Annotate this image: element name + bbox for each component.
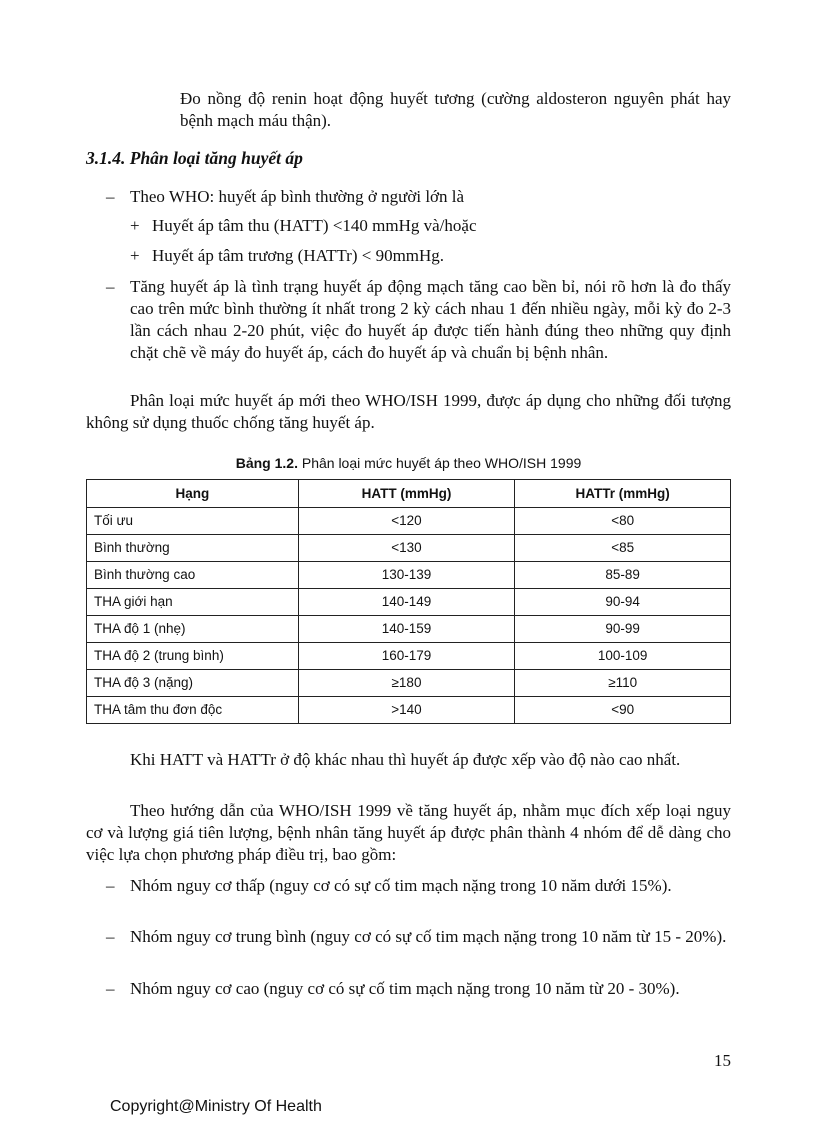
table-row — [87, 643, 731, 670]
section-heading: 3.1.4. Phân loại tăng huyết áp — [86, 148, 303, 168]
dash-marker: – — [106, 277, 115, 296]
cell-grade: THA tâm thu đơn độc — [87, 697, 299, 724]
header-systolic: HATT (mmHg) — [298, 480, 515, 508]
bp-classification-table — [86, 479, 731, 724]
table-row — [87, 616, 731, 643]
cell-systolic: 140-159 — [298, 616, 515, 643]
paragraph-guidance: Theo hướng dẫn của WHO/ISH 1999 về tăng huyết áp, nhằm mục đích xếp loại nguy cơ và lượng giá tiên lượng, bệnh nhân tăng huyết áp được phân thành 4 nhóm để dễ dàng cho việc lựa chọn phương pháp điều trị, bao gồm: — [86, 801, 731, 864]
cell-diastolic: 90-94 — [515, 589, 731, 616]
cell-systolic: >140 — [298, 697, 515, 724]
risk-group-high: Nhóm nguy cơ cao (nguy cơ có sự cố tim mạch nặng trong 10 năm từ 20 - 30%). — [130, 979, 680, 998]
sub-bullet-diastolic: Huyết áp tâm trương (HATTr) < 90mmHg. — [152, 246, 445, 265]
paragraph-classification: Phân loại mức huyết áp mới theo WHO/ISH 1999, được áp dụng cho những đối tượng không sử dụng thuốc chống tăng huyết áp. — [86, 391, 731, 432]
dash-marker: – — [106, 876, 115, 895]
table-caption-label: Bảng 1.2. — [235, 455, 298, 471]
cell-grade: Bình thường — [87, 535, 299, 562]
cell-systolic: <120 — [298, 508, 515, 535]
bullet-hypertension-definition: Tăng huyết áp là tình trạng huyết áp động mạch tăng cao bền bỉ, nói rõ hơn là đo thấy cao trên mức bình thường ít nhất trong 2 kỳ cách nhau 1 đến nhiều ngày, mỗi kỳ đo 2-3 lần cách nhau 2-20 phút, việc đo huyết áp được tiến hành đúng theo những quy định chặt chẽ về máy đo huyết áp, cách đo huyết áp và chuẩn bị bệnh nhân. — [130, 277, 731, 362]
dash-marker: – — [106, 979, 115, 998]
cell-systolic: ≥180 — [298, 670, 515, 697]
cell-grade: Tối ưu — [87, 508, 299, 535]
cell-grade: THA độ 3 (nặng) — [87, 670, 299, 697]
cell-grade: THA độ 2 (trung bình) — [87, 643, 299, 670]
table-header-row — [87, 480, 731, 508]
header-diastolic: HATTr (mmHg) — [515, 480, 731, 508]
cell-diastolic: ≥110 — [515, 670, 731, 697]
cell-systolic: 130-139 — [298, 562, 515, 589]
table-row — [87, 535, 731, 562]
table-row — [87, 670, 731, 697]
cell-diastolic: 100-109 — [515, 643, 731, 670]
paragraph-after-table: Khi HATT và HATTr ở độ khác nhau thì huyết áp được xếp vào độ nào cao nhất. — [130, 750, 681, 769]
cell-grade: THA giới hạn — [87, 589, 299, 616]
dash-marker: – — [106, 927, 115, 946]
cell-diastolic: <85 — [515, 535, 731, 562]
table-caption-text: Phân loại mức huyết áp theo WHO/ISH 1999 — [301, 455, 582, 471]
plus-marker: + — [130, 246, 140, 265]
table-row — [87, 697, 731, 724]
header-grade: Hạng — [87, 480, 299, 508]
plus-marker: + — [130, 216, 140, 235]
table-row — [87, 508, 731, 535]
cell-grade: Bình thường cao — [87, 562, 299, 589]
page-number: 15 — [714, 1051, 731, 1070]
cell-systolic: 160-179 — [298, 643, 515, 670]
dash-marker: – — [106, 187, 115, 206]
cell-diastolic: <90 — [515, 697, 731, 724]
table-caption — [86, 452, 731, 474]
table-row — [87, 589, 731, 616]
table-row — [87, 562, 731, 589]
cell-systolic: 140-149 — [298, 589, 515, 616]
cell-diastolic: <80 — [515, 508, 731, 535]
sub-bullet-systolic: Huyết áp tâm thu (HATT) <140 mmHg và/hoặc — [152, 216, 477, 235]
intro-paragraph: Đo nồng độ renin hoạt động huyết tương (cường aldosteron nguyên phát hay bệnh mạch máu thận). — [180, 89, 731, 130]
bullet-who-normal: Theo WHO: huyết áp bình thường ở người lớn là — [130, 187, 465, 206]
cell-grade: THA độ 1 (nhẹ) — [87, 616, 299, 643]
cell-diastolic: 85-89 — [515, 562, 731, 589]
cell-systolic: <130 — [298, 535, 515, 562]
cell-diastolic: 90-99 — [515, 616, 731, 643]
copyright-footer: Copyright@Ministry Of Health — [110, 1098, 322, 1115]
risk-group-medium: Nhóm nguy cơ trung bình (nguy cơ có sự cố tim mạch nặng trong 10 năm từ 15 - 20%). — [130, 927, 727, 946]
risk-group-low: Nhóm nguy cơ thấp (nguy cơ có sự cố tim mạch nặng trong 10 năm dưới 15%). — [130, 876, 672, 895]
